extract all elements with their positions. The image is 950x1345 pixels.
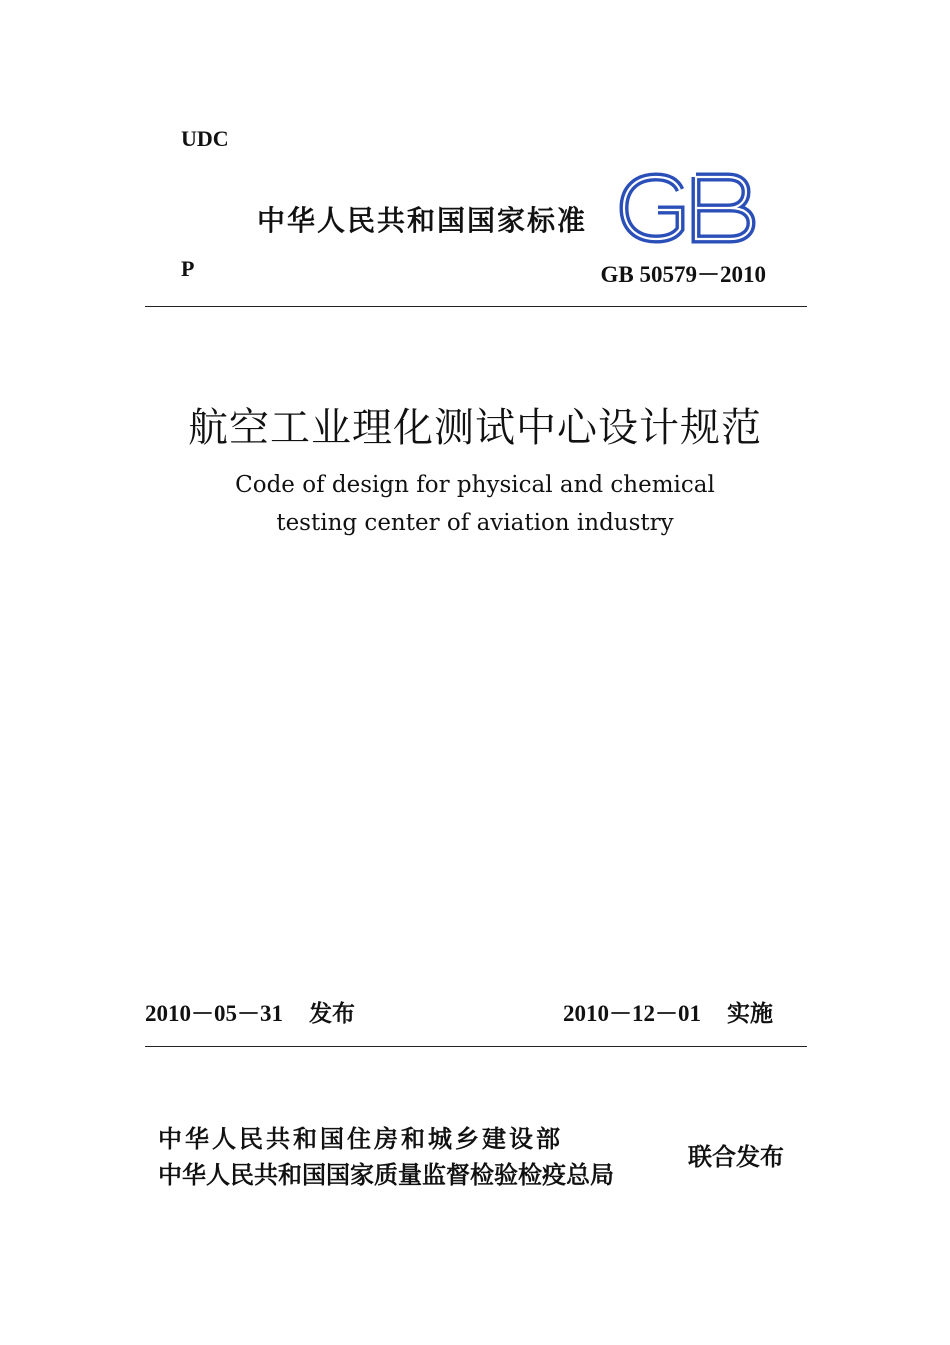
title-english-line1: Code of design for physical and chemical xyxy=(235,472,715,498)
effective-label: 实施 xyxy=(727,1001,773,1027)
publisher-line2: 中华人民共和国国家质量监督检验检疫总局 xyxy=(158,1161,614,1189)
issue-label: 发布 xyxy=(309,1001,355,1027)
national-standard-heading: 中华人民共和国国家标准 xyxy=(257,204,588,237)
top-divider xyxy=(145,306,807,307)
bottom-divider xyxy=(145,1046,807,1047)
effective-date: 2010－12－01 xyxy=(563,1001,701,1026)
issue-date: 2010－05－31 xyxy=(145,1001,283,1026)
joint-publish-label: 联合发布 xyxy=(688,1143,784,1171)
title-english-line2: testing center of aviation industry xyxy=(276,510,674,536)
publisher-line1: 中华人民共和国住房和城乡建设部 xyxy=(158,1125,563,1153)
gb-logo xyxy=(618,172,758,244)
effective-date-block xyxy=(563,995,773,1028)
classification-code: P xyxy=(181,256,195,281)
title-chinese: 航空工业理化测试中心设计规范 xyxy=(188,405,762,451)
udc-label: UDC xyxy=(181,126,229,151)
issue-date-block xyxy=(145,995,355,1028)
standard-number: GB 50579－2010 xyxy=(600,262,766,287)
